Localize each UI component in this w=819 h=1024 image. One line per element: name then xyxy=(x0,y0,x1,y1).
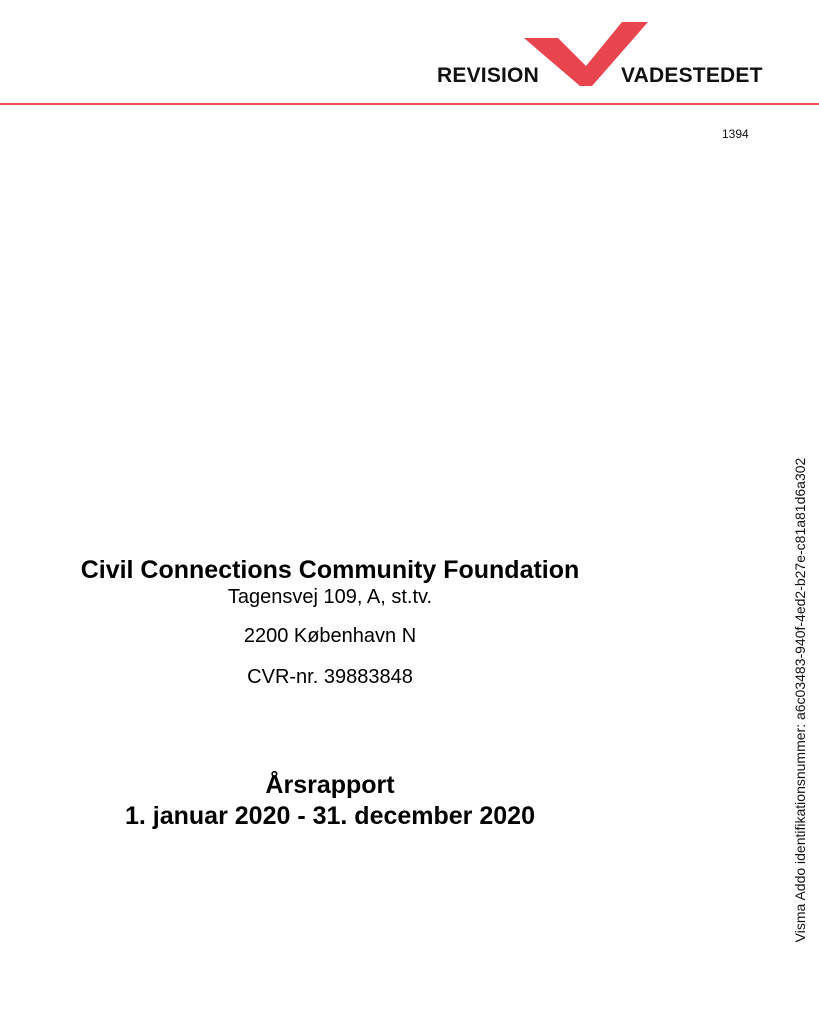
header-rule xyxy=(0,103,819,105)
report-title: Årsrapport xyxy=(265,771,395,799)
signature-id-text: Visma Addo identifikationsnummer: a6c03483-940f-4ed2-b27e-c81a81d6a302 xyxy=(792,457,808,943)
logo-word-revision: REVISION xyxy=(437,64,539,87)
page-number: 1394 xyxy=(722,127,749,141)
company-street: Tagensvej 109, A, st.tv. xyxy=(227,586,433,608)
report-period: 1. januar 2020 - 31. december 2020 xyxy=(125,802,535,830)
company-cvr: CVR-nr. 39883848 xyxy=(247,666,413,688)
company-logo xyxy=(0,0,819,100)
company-block xyxy=(40,555,620,689)
report-block xyxy=(40,770,620,832)
signature-id-sidebar xyxy=(785,405,815,995)
company-name: Civil Connections Community Foundation xyxy=(80,556,580,584)
company-city: 2200 København N xyxy=(243,625,417,647)
logo-word-vadestedet: VADESTEDET xyxy=(621,64,763,87)
